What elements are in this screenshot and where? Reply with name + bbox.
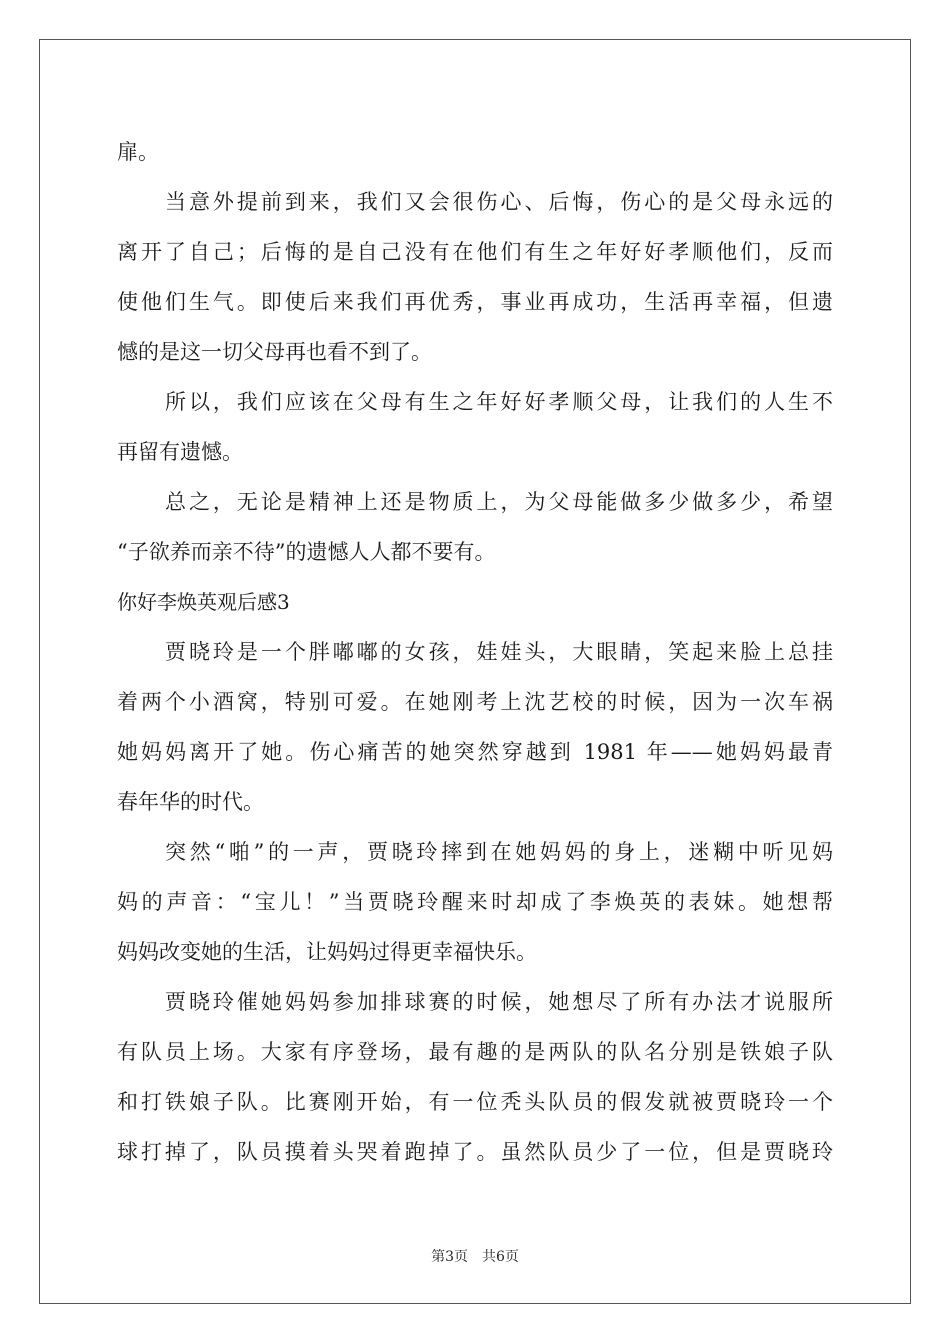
text-line: 她妈妈离开了她。伤心痛苦的她突然穿越到 1981 年——她妈妈最青 xyxy=(117,740,833,764)
text-line: 憾的是这一切父母再也看不到了。 xyxy=(117,340,432,364)
page-total: 共6页 xyxy=(482,1249,519,1265)
text-line: 春年华的时代。 xyxy=(117,790,264,814)
text-line: 总之，无论是精神上还是物质上，为父母能做多少做多少，希望 xyxy=(165,490,833,514)
text-line: 着两个小酒窝，特别可爱。在她刚考上沈艺校的时候，因为一次车祸 xyxy=(117,690,833,714)
document-body xyxy=(117,127,833,1177)
text-line: “子欲养而亲不待”的遗憾人人都不要有。 xyxy=(117,540,496,564)
text-line: 突然“啪”的一声，贾晓玲摔到在她妈妈的身上，迷糊中听见妈 xyxy=(165,840,833,864)
text-line: 所以，我们应该在父母有生之年好好孝顺父母，让我们的人生不 xyxy=(165,390,833,414)
text-line: 贾晓玲催她妈妈参加排球赛的时候，她想尽了所有办法才说服所 xyxy=(165,990,833,1014)
text-line: 和打铁娘子队。比赛刚开始，有一位秃头队员的假发就被贾晓玲一个 xyxy=(117,1090,833,1114)
text-line: 球打掉了，队员摸着头哭着跑掉了。虽然队员少了一位，但是贾晓玲 xyxy=(117,1140,833,1164)
text-line: 扉。 xyxy=(117,140,159,164)
text-line: 使他们生气。即使后来我们再优秀，事业再成功，生活再幸福，但遗 xyxy=(117,290,833,314)
text-line: 妈的声音：“宝儿！”当贾晓玲醒来时却成了李焕英的表妹。她想帮 xyxy=(117,890,833,914)
text-line: 妈妈改变她的生活，让妈妈过得更幸福快乐。 xyxy=(117,940,537,964)
page-footer xyxy=(0,1246,950,1266)
section-heading: 你好李焕英观后感3 xyxy=(117,590,290,614)
text-line: 离开了自己；后悔的是自己没有在他们有生之年好好孝顺他们，反而 xyxy=(117,240,833,264)
text-line: 再留有遗憾。 xyxy=(117,440,243,464)
text-line: 当意外提前到来，我们又会很伤心、后悔，伤心的是父母永远的 xyxy=(165,190,833,214)
text-line: 有队员上场。大家有序登场，最有趣的是两队的队名分别是铁娘子队 xyxy=(117,1040,833,1064)
page-number: 第3页 xyxy=(431,1249,468,1265)
text-line: 贾晓玲是一个胖嘟嘟的女孩，娃娃头，大眼睛，笑起来脸上总挂 xyxy=(165,640,833,664)
